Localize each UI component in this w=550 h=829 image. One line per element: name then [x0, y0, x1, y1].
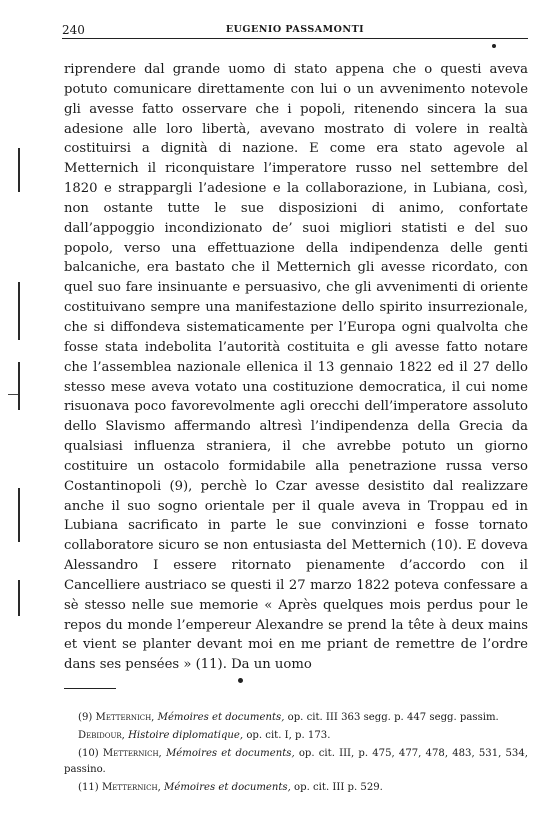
footnote-reference: op. cit. III, p. 475, 477, 478, 483, 531, 534, passino.	[64, 747, 528, 776]
footnote-title: Histoire diplomatique,	[128, 729, 244, 741]
footnote	[64, 780, 528, 797]
footnote	[64, 710, 528, 727]
footnotes	[64, 710, 528, 798]
ink-dot-mark	[492, 44, 496, 48]
footnote-title: Mémoires et documents,	[164, 782, 291, 794]
body-paragraph: riprendere dal grande uomo di stato appena che o questi aveva potuto comunicare direttamente con lui o un avvenimento notevole gli avesse fatto osservare che i popoli, ritenendo sincera la sua adesione alle loro libertà, avevano mostrato di volere in realtà costituirsi a dignità di nazione. E come era stato agevole al Metternich il riconquistare l’imperatore russo nel settembre del 1820 e strappargli l’adesione e la collaborazione, in Lubiana, così, non ostante tutte le sue disposizioni di animo, confortate dall’appoggio incondizionato de’ suoi migliori statisti e del suo popolo, verso una effettuazione della indipendenza delle genti balcaniche, era bastato che il Metternich gli avesse ricordato, con quel suo fare insinuante e persuasivo, che gli avvenimenti di oriente costituivano sempre una manifestazione dello spirito insurrezionale, che si diffondeva sistematicamente per l’Europa ogni qualvolta che fosse stata indebolita l’autorità costituita e gli avesse fatto notare che l’assemblea nazionale ellenica il 13 gennaio 1822 ed il 27 dello stesso mese aveva votato una costituzione democratica, il cui nome risuonava poco favorevolmente agli orecchi dell’imperatore assoluto dello Slavismo affermando altresì l’indipendenza della Grecia da qualsiasi influenza straniera, il che avrebbe potuto un giorno costituire un ostacolo formidabile alla penetrazione russa verso Costantinopoli (9), perchè lo Czar avesse desistito dal realizzare anche il suo sogno orientale per il quale aveva in Troppau ed in Lubiana sacrificato in parte le sue convinzioni e fosse tornato collaboratore sicuro se non entusiasta del Metternich (10). E doveva Alessandro I essere ritornato pienamente d’accordo con il Cancelliere austriaco se questi il 27 marzo 1822 poteva confessare a sè stesso nelle sue memorie « Après quelques mois perdus pour le repos du monde l’empereur Alexandre se prend la tête à deux mains et vient se planter devant moi en me priant de remettre de l’ordre dans ses pensées » (11). Da un uomo	[64, 62, 528, 673]
margin-mark	[18, 362, 20, 410]
footnote-title: Mémoires et documents,	[157, 712, 285, 723]
running-head	[62, 22, 528, 39]
margin-mark	[18, 282, 20, 340]
footnote-title: Mémoires et documents,	[165, 747, 295, 759]
margin-mark	[18, 580, 20, 616]
running-title: EUGENIO PASSAMONTI	[225, 24, 365, 35]
footnote-reference: op. cit. III 363 segg. p. 447 segg. passim.	[287, 712, 499, 723]
footnote-number: (10)	[78, 747, 99, 759]
margin-mark	[18, 488, 20, 542]
footnote	[64, 746, 528, 780]
footnote-reference: op. cit. I, p. 173.	[246, 729, 331, 741]
footnote-reference: op. cit. III p. 529.	[294, 782, 383, 794]
footnote	[64, 728, 528, 745]
footnote-author: Metternich,	[95, 712, 155, 723]
ink-dot-mark	[238, 678, 243, 683]
footnote-author: Metternich,	[102, 747, 162, 759]
margin-tick-mark	[8, 394, 18, 395]
footnote-rule	[64, 688, 116, 689]
footnote-number: (11)	[78, 782, 99, 794]
margin-mark	[18, 148, 20, 192]
footnote-author: Metternich,	[101, 782, 161, 794]
page-number: 240	[62, 23, 85, 37]
footnote-number: (9)	[78, 712, 93, 723]
footnote-author: Debidour,	[78, 729, 125, 741]
